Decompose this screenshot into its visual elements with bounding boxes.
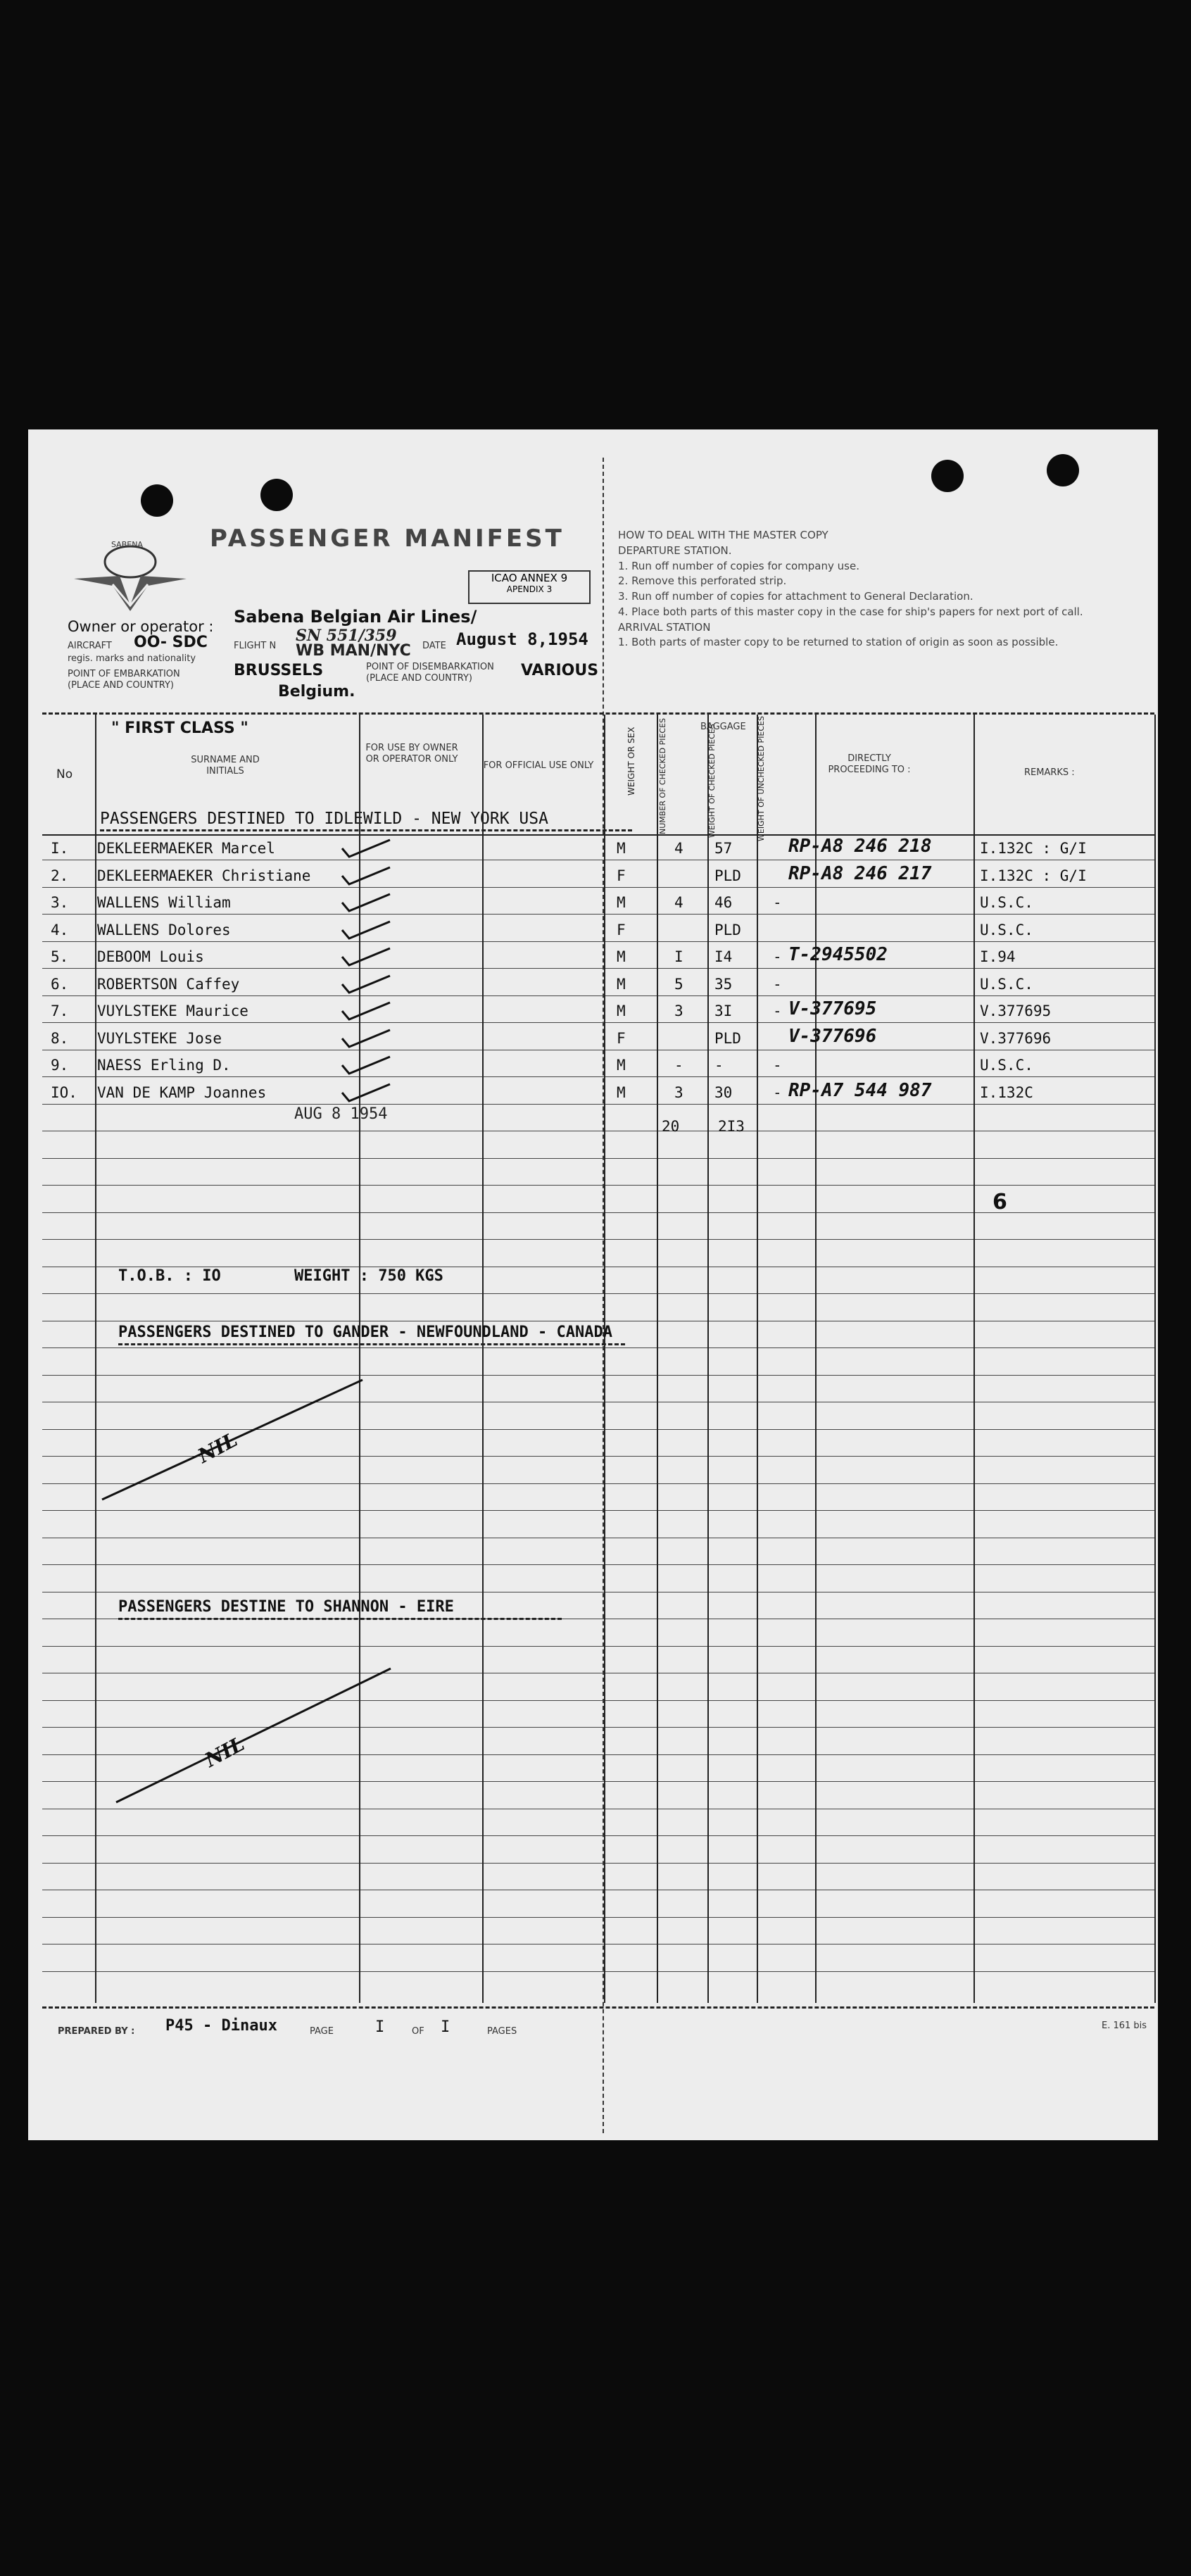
of-value: I [441, 2018, 450, 2036]
section-underline [100, 829, 632, 831]
of-label: OF [412, 2026, 424, 2037]
cell-remarks: I.94 [980, 948, 1016, 965]
cell-weight: PLD [714, 921, 741, 938]
cell-remarks: U.S.C. [980, 975, 1033, 993]
cell-name: WALLENS Dolores [97, 921, 231, 938]
prepared-label: PREPARED BY : [58, 2026, 135, 2037]
flight-label: FLIGHT N [234, 641, 277, 651]
owner-value: Sabena Belgian Air Lines/ [234, 607, 477, 627]
nil-mark: NIL [201, 1732, 248, 1772]
cell-no: IO. [51, 1083, 77, 1101]
cell-remarks: V.377696 [980, 1029, 1052, 1047]
logo-text: SABENA [111, 540, 143, 549]
instruction-item: 4. Place both parts of this master copy in the case for ship's papers for next port of call. [618, 605, 1083, 618]
instructions-block [618, 528, 1139, 651]
rule-line [42, 968, 1154, 969]
column-rule [482, 715, 484, 2003]
cell-sex: M [617, 840, 626, 857]
icao-box [468, 570, 591, 604]
col-weight-sex: WEIGHT OR SEX [626, 727, 636, 796]
rule-line [42, 1022, 1154, 1023]
cell-pieces: 5 [674, 975, 683, 993]
cell-unchecked: - [773, 894, 782, 911]
cell-weight: 46 [714, 894, 733, 911]
weight-total: WEIGHT : 750 KGS [294, 1267, 443, 1285]
instruction-item: 1. Both parts of master copy to be returned to station of origin as soon as possible. [618, 636, 1059, 649]
rule-line [42, 1347, 1154, 1348]
cell-pieces: - [674, 1057, 683, 1074]
page-title: PASSENGER MANIFEST [210, 524, 565, 553]
rule-line [42, 887, 1154, 888]
col-remarks: REMARKS : [1024, 767, 1075, 778]
cell-sex: M [617, 1003, 626, 1019]
aircraft-label: AIRCRAFT [68, 641, 112, 651]
cell-sex: M [617, 1057, 626, 1074]
rule-line [42, 1104, 1154, 1105]
rule-line [42, 1158, 1154, 1159]
cell-name: ROBERTSON Caffey [97, 975, 240, 993]
embark-label: POINT OF EMBARKATION (PLACE AND COUNTRY) [68, 669, 180, 691]
cell-sex: F [617, 921, 626, 938]
cell-sex: M [617, 975, 626, 993]
col-checked-pieces: NUMBER OF CHECKED PIECES [658, 717, 667, 834]
total-pieces: 20 [662, 1118, 680, 1135]
cell-name: WALLENS William [97, 894, 231, 911]
check-mark-icon [338, 919, 394, 943]
instructions-departure: DEPARTURE STATION. [618, 544, 732, 557]
cell-ticket: RP-A8 246 217 [788, 862, 932, 884]
flight-value: SN 551/359 [296, 627, 397, 645]
column-rule [757, 715, 758, 2003]
rule-line [42, 1863, 1154, 1864]
cell-name: NAESS Erling D. [97, 1057, 231, 1074]
col-unchecked-weight: WEIGHT OF UNCHECKED PIECES [757, 716, 766, 841]
cell-name: DEKLEERMAEKER Christiane [97, 867, 311, 884]
check-mark-icon [338, 1000, 394, 1024]
cell-weight: - [714, 1057, 724, 1074]
section-heading: PASSENGERS DESTINE TO SHANNON - EIRE [118, 1598, 454, 1616]
cell-pieces: 4 [674, 840, 683, 857]
cell-weight: PLD [714, 867, 741, 884]
regis-label: regis. marks and nationality [68, 653, 196, 664]
instruction-item: 1. Run off number of copies for company use. [618, 559, 859, 572]
col-checked-weight: WEIGHT OF CHECKED PIECES [707, 724, 717, 838]
cell-sex: M [617, 948, 626, 965]
cell-no: 7. [51, 1003, 69, 1019]
punch-hole [260, 479, 293, 511]
cell-ticket: RP-A8 246 218 [788, 836, 932, 857]
cell-unchecked: - [773, 1003, 782, 1019]
cell-weight: I4 [714, 948, 733, 965]
rule-line [42, 1646, 1154, 1647]
rule-line [42, 834, 1154, 836]
owner-label: Owner or operator : [68, 618, 214, 635]
section-underline [118, 1343, 625, 1345]
cell-no: 2. [51, 867, 69, 884]
instructions-arrival: ARRIVAL STATION [618, 620, 711, 634]
embark-country: Belgium. [278, 683, 355, 700]
cell-unchecked: - [773, 948, 782, 965]
cell-ticket: V-377695 [788, 998, 877, 1019]
cell-pieces: 3 [674, 1003, 683, 1019]
cell-sex: F [617, 1029, 626, 1047]
cell-no: 5. [51, 948, 69, 965]
cell-remarks: I.132C : G/I [980, 867, 1087, 884]
nil-strike-line [113, 1665, 394, 1806]
column-rule [657, 715, 658, 2003]
date-label: DATE [422, 641, 446, 651]
cell-pieces: I [674, 948, 683, 965]
section-underline [118, 1618, 562, 1620]
col-surname: SURNAME AND INITIALS [191, 755, 260, 777]
cell-ticket: V-377696 [788, 1025, 877, 1047]
rule-line [42, 1971, 1154, 1972]
instructions-title: HOW TO DEAL WITH THE MASTER COPY [618, 529, 828, 541]
column-rule [95, 715, 96, 2003]
cell-remarks: U.S.C. [980, 921, 1033, 938]
cell-ticket: RP-A7 544 987 [788, 1079, 932, 1101]
rule-line [42, 914, 1154, 915]
cell-weight: 30 [714, 1083, 733, 1101]
column-rule [604, 715, 605, 2003]
cell-weight: 35 [714, 975, 733, 993]
check-mark-icon [338, 865, 394, 888]
cell-name: DEKLEERMAEKER Marcel [97, 840, 275, 857]
class-label: " FIRST CLASS " [111, 720, 248, 737]
punch-hole [931, 460, 964, 492]
route-value: WB MAN/NYC [296, 642, 411, 660]
check-mark-icon [338, 1054, 394, 1078]
cell-name: VUYLSTEKE Jose [97, 1029, 222, 1047]
aircraft-value: OO- SDC [134, 634, 208, 651]
tob-count: T.O.B. : IO [118, 1267, 221, 1285]
cell-name: VUYLSTEKE Maurice [97, 1003, 248, 1019]
cell-weight: 3I [714, 1003, 733, 1019]
instruction-item: 2. Remove this perforated strip. [618, 574, 787, 588]
cell-name: VAN DE KAMP Joannes [97, 1083, 267, 1101]
date-value: August 8,1954 [456, 629, 588, 649]
col-no: No [56, 767, 73, 781]
col-proceeding: DIRECTLY PROCEEDING TO : [828, 753, 911, 776]
column-rule [1154, 715, 1156, 2003]
total-weight: 2I3 [718, 1118, 745, 1135]
nil-mark: NIL [194, 1428, 241, 1468]
cell-remarks: U.S.C. [980, 1057, 1033, 1074]
cell-unchecked: - [773, 975, 782, 993]
rule-line [42, 1239, 1154, 1240]
page-value: I [375, 2018, 385, 2036]
icao-annex: ICAO ANNEX 9 [491, 572, 568, 584]
rule-line [42, 1185, 1154, 1186]
check-mark-icon [338, 1081, 394, 1105]
footer-divider [42, 2006, 1154, 2009]
rule-line [42, 1917, 1154, 1918]
cell-weight: 57 [714, 840, 733, 857]
page-label: PAGE [310, 2026, 334, 2037]
rule-line [42, 1564, 1154, 1565]
check-mark-icon [338, 945, 394, 969]
rule-line [42, 1076, 1154, 1077]
icao-appendix: APENDIX 3 [506, 584, 553, 594]
margin-count: 6 [992, 1190, 1007, 1214]
column-rule [707, 715, 709, 2003]
cell-unchecked: - [773, 1057, 782, 1074]
check-mark-icon [338, 837, 394, 861]
punch-hole [141, 484, 173, 517]
rule-line [42, 1293, 1154, 1294]
column-rule [973, 715, 975, 2003]
cell-no: 9. [51, 1057, 69, 1074]
rule-line [42, 1510, 1154, 1511]
cell-remarks: U.S.C. [980, 894, 1033, 911]
cell-name: DEBOOM Louis [97, 948, 204, 965]
col-official: FOR OFFICIAL USE ONLY [483, 760, 594, 771]
col-baggage: BAGGAGE [700, 722, 746, 732]
cell-remarks: V.377695 [980, 1003, 1052, 1019]
check-mark-icon [338, 1027, 394, 1051]
cell-no: 3. [51, 894, 69, 911]
rule-line [42, 941, 1154, 942]
rule-line [42, 995, 1154, 996]
cell-remarks: I.132C [980, 1083, 1033, 1101]
instruction-item: 3. Run off number of copies for attachment to General Declaration. [618, 590, 973, 603]
pages-label: PAGES [487, 2026, 517, 2037]
section-heading: PASSENGERS DESTINED TO IDLEWILD - NEW YORK USA [100, 810, 548, 828]
form-code: E. 161 bis [1102, 2021, 1147, 2031]
disembark-label: POINT OF DISEMBARKATION (PLACE AND COUNTRY) [366, 662, 494, 684]
embark-value: BRUSSELS [234, 662, 324, 679]
cell-no: 6. [51, 975, 69, 993]
cell-sex: M [617, 894, 626, 911]
cell-weight: PLD [714, 1029, 741, 1047]
check-mark-icon [338, 973, 394, 997]
disembark-value: VARIOUS [521, 662, 599, 679]
prepared-value: P45 - Dinaux [165, 2017, 277, 2035]
cell-unchecked: - [773, 1083, 782, 1101]
rule-line [42, 1212, 1154, 1213]
cell-pieces: 3 [674, 1083, 683, 1101]
punch-hole [1047, 454, 1079, 486]
cell-no: 4. [51, 921, 69, 938]
section-heading: PASSENGERS DESTINED TO GANDER - NEWFOUNDLAND - CANADA [118, 1324, 612, 1341]
check-mark-icon [338, 891, 394, 915]
header-divider [42, 712, 1154, 715]
cell-remarks: I.132C : G/I [980, 840, 1087, 857]
cell-no: I. [51, 840, 69, 857]
manifest-sheet [28, 429, 1158, 2140]
rule-line [42, 1375, 1154, 1376]
rule-line [42, 1835, 1154, 1836]
cell-ticket: T-2945502 [788, 944, 888, 965]
cell-sex: M [617, 1083, 626, 1101]
cell-no: 8. [51, 1029, 69, 1047]
cell-sex: F [617, 867, 626, 884]
col-owner-use: FOR USE BY OWNER OR OPERATOR ONLY [365, 743, 458, 765]
column-rule [815, 715, 817, 2003]
date-stamp: AUG 8 1954 [294, 1105, 388, 1123]
cell-pieces: 4 [674, 894, 683, 911]
